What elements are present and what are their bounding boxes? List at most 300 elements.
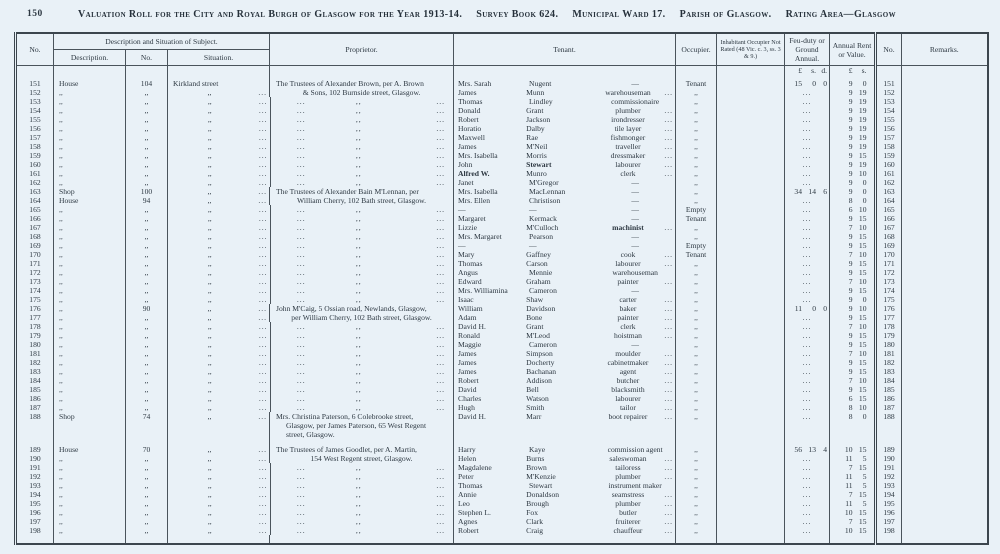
cell-tenant xyxy=(454,499,676,508)
ellipsis: ... xyxy=(258,178,268,187)
cell-remarks xyxy=(902,79,988,88)
cell-tenant xyxy=(454,304,676,313)
cell-row-number: 173 xyxy=(16,277,54,286)
cell-situation xyxy=(168,196,270,205)
cell-proprietor: ... ,, ... xyxy=(270,463,454,472)
cell-occupier: ,, xyxy=(676,286,717,295)
table-row xyxy=(16,403,988,412)
cell-remarks xyxy=(902,526,988,535)
ellipsis: ... xyxy=(258,232,268,241)
tenant-forename: Mrs. Margaret xyxy=(458,232,502,241)
cell-inhabitant-occupier xyxy=(717,385,785,394)
tenant-occupation: carter xyxy=(619,295,637,304)
cell-description: ,, xyxy=(54,241,126,250)
situation-text: ,, xyxy=(207,151,212,160)
cell-feu-duty: ... xyxy=(785,241,830,250)
cell-inhabitant-occupier xyxy=(717,232,785,241)
ellipsis: ... xyxy=(664,517,674,526)
cell-feu-duty: ... xyxy=(785,508,830,517)
cell-description: ,, xyxy=(54,481,126,490)
cell-remarks xyxy=(902,106,988,115)
tenant-occupation: — xyxy=(631,340,639,349)
ellipsis: ... xyxy=(258,88,268,97)
cell-remarks xyxy=(902,376,988,385)
cell-row-number-right: 160 xyxy=(876,160,902,169)
cell-occupier: ,, xyxy=(676,160,717,169)
situation-text: ,, xyxy=(207,196,212,205)
cell-description: ,, xyxy=(54,499,126,508)
cell-remarks xyxy=(902,187,988,196)
cell-description: ,, xyxy=(54,526,126,535)
ellipsis: ... xyxy=(258,160,268,169)
table-header xyxy=(16,33,988,66)
cell-remarks xyxy=(902,349,988,358)
cell-annual-rent: 7 15 xyxy=(830,517,876,526)
cell-feu-duty: ... xyxy=(785,376,830,385)
cell-occupier: ,, xyxy=(676,349,717,358)
cell-situation xyxy=(168,454,270,463)
cell-row-number-right: 168 xyxy=(876,232,902,241)
tenant-surname: Kermack xyxy=(529,214,557,223)
valuation-roll-table xyxy=(14,32,989,545)
ellipsis: ... xyxy=(258,250,268,259)
cell-inhabitant-occupier xyxy=(717,106,785,115)
cell-remarks xyxy=(902,322,988,331)
situation-text: ,, xyxy=(207,499,212,508)
tenant-occupation: — xyxy=(631,286,639,295)
cell-situation xyxy=(168,517,270,526)
cell-occupier: ,, xyxy=(676,526,717,535)
ellipsis: ... xyxy=(664,463,674,472)
situation-text: ,, xyxy=(207,385,212,394)
situation-text: ,, xyxy=(207,481,212,490)
tenant-forename: Robert xyxy=(458,115,479,124)
cell-description: ,, xyxy=(54,250,126,259)
cell-row-number: 183 xyxy=(16,367,54,376)
ellipsis: ... xyxy=(258,472,268,481)
cell-remarks xyxy=(902,331,988,340)
cell-situation xyxy=(168,160,270,169)
table-row xyxy=(16,133,988,142)
ellipsis: ... xyxy=(258,214,268,223)
ellipsis: ... xyxy=(664,106,674,115)
tenant-surname: — xyxy=(529,241,537,250)
cell-street-number: ,, xyxy=(126,385,168,394)
ellipsis: ... xyxy=(258,490,268,499)
cell-situation xyxy=(168,526,270,535)
cell-occupier: Empty xyxy=(676,205,717,214)
tenant-occupation: hoistman xyxy=(614,331,642,340)
cell-inhabitant-occupier xyxy=(717,445,785,454)
cell-annual-rent: 6 10 xyxy=(830,205,876,214)
cell-description: ,, xyxy=(54,295,126,304)
tenant-occupation: painter xyxy=(617,313,639,322)
cell-description: ,, xyxy=(54,268,126,277)
cell-occupier: ,, xyxy=(676,232,717,241)
cell-remarks xyxy=(902,472,988,481)
tenant-forename: Robert xyxy=(458,526,479,535)
cell-situation xyxy=(168,322,270,331)
cell-proprietor xyxy=(270,88,454,97)
tenant-forename: Harry xyxy=(458,445,476,454)
cell-row-number-right: 192 xyxy=(876,472,902,481)
table-row xyxy=(16,214,988,223)
table-row xyxy=(16,463,988,472)
cell-annual-rent: 8 10 xyxy=(830,403,876,412)
cell-situation xyxy=(168,223,270,232)
cell-description: ,, xyxy=(54,490,126,499)
cell-row-number: 151 xyxy=(16,79,54,88)
ellipsis: ... xyxy=(664,394,674,403)
cell-proprietor: ... ,, ... xyxy=(270,526,454,535)
cell-annual-rent: 10 15 xyxy=(830,526,876,535)
tenant-occupation: butler xyxy=(619,508,637,517)
ellipsis: ... xyxy=(258,286,268,295)
cell-annual-rent: 11 5 xyxy=(830,499,876,508)
cell-row-number: 186 xyxy=(16,394,54,403)
cell-tenant xyxy=(454,472,676,481)
cell-tenant xyxy=(454,169,676,178)
situation-text: ,, xyxy=(207,313,212,322)
cell-tenant xyxy=(454,133,676,142)
cell-annual-rent: 9 15 xyxy=(830,286,876,295)
cell-remarks xyxy=(902,259,988,268)
cell-occupier: ,, xyxy=(676,472,717,481)
tenant-surname: Marr xyxy=(526,412,542,421)
tenant-surname: Jackson xyxy=(526,115,551,124)
cell-occupier: ,, xyxy=(676,97,717,106)
cell-proprietor xyxy=(270,313,454,322)
cell-description: ,, xyxy=(54,97,126,106)
tenant-surname: — xyxy=(529,205,537,214)
cell-proprietor: ... ,, ... xyxy=(270,340,454,349)
cell-description: ,, xyxy=(54,385,126,394)
cell-proprietor: ... ,, ... xyxy=(270,259,454,268)
cell-inhabitant-occupier xyxy=(717,394,785,403)
cell-remarks xyxy=(902,160,988,169)
cell-proprietor: ... ,, ... xyxy=(270,508,454,517)
cell-description: ,, xyxy=(54,169,126,178)
cell-row-number: 160 xyxy=(16,160,54,169)
cell-row-number-right: 157 xyxy=(876,133,902,142)
situation-text: ,, xyxy=(207,124,212,133)
tenant-occupation: — xyxy=(631,205,639,214)
ellipsis: ... xyxy=(664,358,674,367)
cell-row-number-right: 175 xyxy=(876,295,902,304)
tenant-occupation: — xyxy=(631,241,639,250)
cell-feu-duty: ... xyxy=(785,88,830,97)
cell-proprietor xyxy=(270,187,454,196)
ellipsis: ... xyxy=(258,205,268,214)
cell-feu-duty: ... xyxy=(785,268,830,277)
ellipsis: ... xyxy=(258,394,268,403)
cell-row-number-right: 174 xyxy=(876,286,902,295)
ellipsis: ... xyxy=(664,277,674,286)
cell-situation xyxy=(168,169,270,178)
cell-annual-rent: 7 10 xyxy=(830,250,876,259)
cell-row-number-right: 198 xyxy=(876,526,902,535)
cell-tenant xyxy=(454,490,676,499)
cell-row-number-right: 182 xyxy=(876,358,902,367)
cell-proprietor xyxy=(270,445,454,454)
cell-street-number: 100 xyxy=(126,187,168,196)
cell-annual-rent: 9 19 xyxy=(830,106,876,115)
cell-situation xyxy=(168,463,270,472)
cell-occupier: ,, xyxy=(676,196,717,205)
cell-remarks xyxy=(902,481,988,490)
cell-occupier: ,, xyxy=(676,169,717,178)
cell-inhabitant-occupier xyxy=(717,313,785,322)
cell-row-number: 157 xyxy=(16,133,54,142)
cell-occupier: ,, xyxy=(676,463,717,472)
cell-inhabitant-occupier xyxy=(717,79,785,88)
cell-remarks xyxy=(902,268,988,277)
cell-annual-rent: 11 5 xyxy=(830,472,876,481)
tenant-forename: John xyxy=(458,160,473,169)
cell-annual-rent: 9 19 xyxy=(830,142,876,151)
cell-feu-duty: ... xyxy=(785,142,830,151)
cell-annual-rent: 8 0 xyxy=(830,196,876,205)
situation-text: ,, xyxy=(207,463,212,472)
cell-situation xyxy=(168,277,270,286)
ellipsis: ... xyxy=(664,403,674,412)
units-row xyxy=(16,66,988,80)
cell-description: ,, xyxy=(54,313,126,322)
cell-street-number: ,, xyxy=(126,481,168,490)
cell-row-number: 195 xyxy=(16,499,54,508)
table-row xyxy=(16,142,988,151)
cell-row-number-right: 173 xyxy=(876,277,902,286)
situation-text: ,, xyxy=(207,133,212,142)
tenant-surname: Graham xyxy=(526,277,551,286)
cell-situation xyxy=(168,151,270,160)
tenant-surname: Rae xyxy=(526,133,538,142)
cell-row-number-right: 177 xyxy=(876,313,902,322)
cell-remarks xyxy=(902,367,988,376)
tenant-forename: Annie xyxy=(458,490,477,499)
cell-description: ,, xyxy=(54,349,126,358)
cell-street-number: ,, xyxy=(126,517,168,526)
cell-tenant xyxy=(454,322,676,331)
cell-situation xyxy=(168,358,270,367)
cell-description: ,, xyxy=(54,124,126,133)
tenant-forename: Helen xyxy=(458,454,477,463)
cell-description: ,, xyxy=(54,88,126,97)
cell-inhabitant-occupier xyxy=(717,259,785,268)
situation-text: ,, xyxy=(207,214,212,223)
ellipsis: ... xyxy=(258,403,268,412)
cell-proprietor: ... ,, ... xyxy=(270,232,454,241)
tenant-forename: James xyxy=(458,88,477,97)
cell-inhabitant-occupier xyxy=(717,463,785,472)
cell-row-number-right: 170 xyxy=(876,250,902,259)
cell-annual-rent: 7 15 xyxy=(830,490,876,499)
cell-proprietor: ... ,, ... xyxy=(270,124,454,133)
ellipsis: ... xyxy=(664,124,674,133)
cell-inhabitant-occupier xyxy=(717,472,785,481)
cell-row-number: 156 xyxy=(16,124,54,133)
title-valuation-roll: Valuation Roll for the City and Royal Burgh of Glasgow for the Year 1913-14. xyxy=(78,9,463,20)
cell-feu-duty: ... xyxy=(785,454,830,463)
ellipsis: ... xyxy=(258,412,268,421)
cell-occupier: ,, xyxy=(676,304,717,313)
cell-inhabitant-occupier xyxy=(717,367,785,376)
table-row xyxy=(16,331,988,340)
cell-remarks xyxy=(902,178,988,187)
header-inhabitant-occupier: Inhabitant Occupier Not Rated (48 Vic. c. 3, ss. 3 & 9.) xyxy=(717,33,785,66)
cell-proprietor: ... ,, ... xyxy=(270,295,454,304)
cell-inhabitant-occupier xyxy=(717,205,785,214)
cell-row-number-right: 161 xyxy=(876,169,902,178)
cell-feu-duty: ... xyxy=(785,322,830,331)
cell-street-number: ,, xyxy=(126,376,168,385)
cell-street-number: ,, xyxy=(126,259,168,268)
ellipsis: ... xyxy=(258,142,268,151)
situation-text: ,, xyxy=(207,241,212,250)
page-title xyxy=(78,9,910,20)
cell-row-number-right: 185 xyxy=(876,385,902,394)
cell-occupier: ,, xyxy=(676,499,717,508)
cell-annual-rent: 9 15 xyxy=(830,331,876,340)
ellipsis: ... xyxy=(258,277,268,286)
tenant-forename: James xyxy=(458,142,477,151)
tenant-forename: Peter xyxy=(458,472,474,481)
table-row xyxy=(16,445,988,454)
cell-annual-rent: 9 19 xyxy=(830,115,876,124)
cell-row-number: 190 xyxy=(16,454,54,463)
cell-row-number-right: 163 xyxy=(876,187,902,196)
cell-annual-rent: 6 15 xyxy=(830,394,876,403)
cell-proprietor: ... ,, ... xyxy=(270,490,454,499)
ellipsis: ... xyxy=(258,385,268,394)
cell-inhabitant-occupier xyxy=(717,97,785,106)
cell-annual-rent: 9 10 xyxy=(830,304,876,313)
cell-feu-duty: 56 13 4 xyxy=(785,445,830,454)
cell-inhabitant-occupier xyxy=(717,295,785,304)
tenant-forename: — xyxy=(458,241,466,250)
cell-occupier: ,, xyxy=(676,394,717,403)
tenant-forename: Mrs. Williamina xyxy=(458,286,508,295)
cell-description: ,, xyxy=(54,178,126,187)
cell-street-number: ,, xyxy=(126,97,168,106)
tenant-occupation: — xyxy=(631,178,639,187)
cell-feu-duty: ... xyxy=(785,223,830,232)
cell-situation xyxy=(168,490,270,499)
cell-tenant xyxy=(454,412,676,439)
cell-situation xyxy=(168,481,270,490)
cell-remarks xyxy=(902,214,988,223)
cell-proprietor xyxy=(270,304,454,313)
cell-proprietor: ... ,, ... xyxy=(270,517,454,526)
cell-inhabitant-occupier xyxy=(717,277,785,286)
ellipsis: ... xyxy=(258,124,268,133)
cell-situation xyxy=(168,295,270,304)
situation-text: ,, xyxy=(207,358,212,367)
tenant-surname: Craig xyxy=(526,526,544,535)
ellipsis: ... xyxy=(664,169,674,178)
cell-row-number-right: 154 xyxy=(876,106,902,115)
tenant-forename: Thomas xyxy=(458,259,483,268)
situation-text: ,, xyxy=(207,259,212,268)
cell-row-number: 181 xyxy=(16,349,54,358)
tenant-surname: Smith xyxy=(526,403,545,412)
cell-feu-duty: ... xyxy=(785,394,830,403)
table-row xyxy=(16,115,988,124)
table-row xyxy=(16,259,988,268)
table-row xyxy=(16,340,988,349)
tenant-occupation: tailoress xyxy=(615,463,641,472)
cell-occupier: Tenant xyxy=(676,214,717,223)
cell-row-number: 189 xyxy=(16,445,54,454)
cell-feu-duty: 34 14 6 xyxy=(785,187,830,196)
situation-text: ,, xyxy=(207,97,212,106)
cell-occupier: ,, xyxy=(676,385,717,394)
cell-tenant xyxy=(454,394,676,403)
cell-tenant xyxy=(454,340,676,349)
cell-proprietor: ... ,, ... xyxy=(270,169,454,178)
cell-situation xyxy=(168,340,270,349)
tenant-surname: Bell xyxy=(526,385,539,394)
ellipsis: ... xyxy=(664,160,674,169)
ellipsis: ... xyxy=(664,115,674,124)
cell-feu-duty: ... xyxy=(785,481,830,490)
cell-proprietor xyxy=(270,79,454,88)
tenant-occupation: butcher xyxy=(616,376,640,385)
cell-situation xyxy=(168,115,270,124)
tenant-occupation: irondresser xyxy=(611,115,645,124)
cell-annual-rent: 9 15 xyxy=(830,340,876,349)
header-annual-rent: Annual Rent or Value. xyxy=(830,33,876,66)
cell-situation xyxy=(168,250,270,259)
cell-feu-duty: ... xyxy=(785,151,830,160)
tenant-surname: Addison xyxy=(526,376,552,385)
cell-proprietor xyxy=(270,454,454,463)
tenant-surname: Munn xyxy=(526,88,545,97)
cell-remarks xyxy=(902,232,988,241)
cell-description: ,, xyxy=(54,322,126,331)
tenant-surname: M'Neil xyxy=(526,142,548,151)
cell-remarks xyxy=(902,241,988,250)
cell-annual-rent: 7 10 xyxy=(830,223,876,232)
ellipsis: ... xyxy=(258,295,268,304)
cell-remarks xyxy=(902,412,988,439)
situation-text: ,, xyxy=(207,322,212,331)
situation-text: ,, xyxy=(207,115,212,124)
tenant-forename: Janet xyxy=(458,178,474,187)
title-municipal-ward: Municipal Ward 17. xyxy=(572,9,666,20)
cell-feu-duty: ... xyxy=(785,526,830,535)
tenant-forename: Charles xyxy=(458,394,482,403)
cell-situation xyxy=(168,97,270,106)
cell-street-number: ,, xyxy=(126,454,168,463)
cell-feu-duty: ... xyxy=(785,115,830,124)
tenant-forename: Alfred W. xyxy=(458,169,490,178)
cell-description: ,, xyxy=(54,160,126,169)
cell-remarks xyxy=(902,403,988,412)
tenant-occupation: — xyxy=(631,232,639,241)
cell-street-number: ,, xyxy=(126,124,168,133)
cell-description: ,, xyxy=(54,259,126,268)
cell-occupier: ,, xyxy=(676,481,717,490)
cell-inhabitant-occupier xyxy=(717,322,785,331)
cell-description: ,, xyxy=(54,205,126,214)
cell-feu-duty: ... xyxy=(785,367,830,376)
cell-tenant xyxy=(454,88,676,97)
cell-remarks xyxy=(902,133,988,142)
cell-tenant xyxy=(454,286,676,295)
situation-text: ,, xyxy=(207,232,212,241)
cell-annual-rent: 9 19 xyxy=(830,124,876,133)
